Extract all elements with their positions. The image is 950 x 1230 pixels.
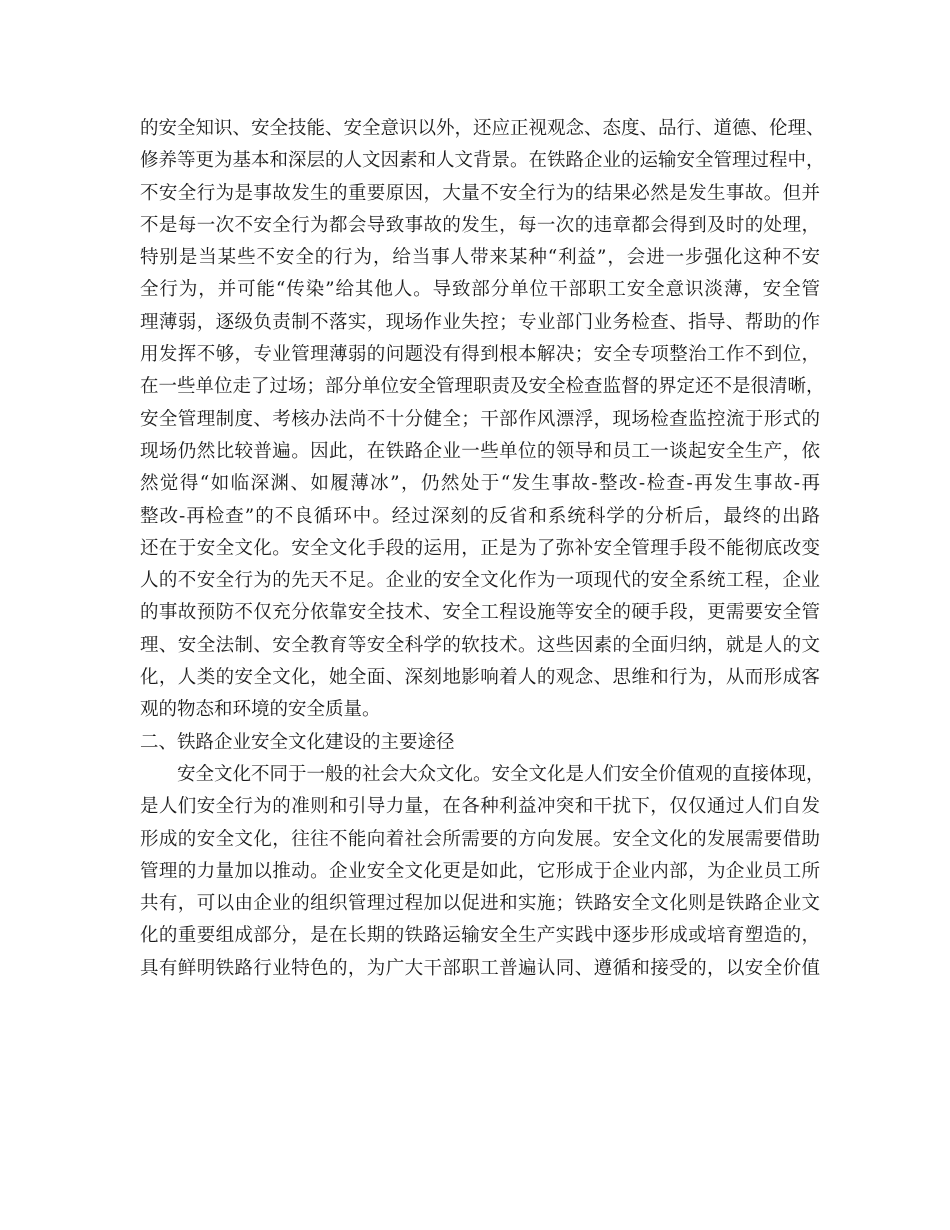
text-line: 观的物态和环境的安全质量。 [140,699,381,721]
document-body [140,113,825,985]
text-line: 的安全知识、安全技能、安全意识以外，还应正视观念、态度、品行、道德、伦理、 [140,118,825,139]
text-line: 形成的安全文化，往往不能向着社会所需要的方向发展。安全文化的发展需要借助 [140,828,820,850]
text-line: 安全管理制度、考核办法尚不十分健全；干部作风漂浮，现场检查监控流于形式的 [140,408,820,430]
text-line: 还在于安全文化。安全文化手段的运用，正是为了弥补安全管理手段不能彻底改变 [140,537,820,559]
text-line: 然觉得“如临深渊、如履薄冰”，仍然处于“发生事故-整改-检查-再发生事故-再 [140,473,820,495]
paragraph-safety-culture-analysis [140,113,825,727]
text-line: 理、安全法制、安全教育等安全科学的软技术。这些因素的全面归纳，就是人的文 [140,634,820,656]
paragraph-main-approaches [140,759,825,985]
text-line: 具有鲜明铁路行业特色的，为广大干部职工普遍认同、遵循和接受的，以安全价值 [140,957,820,979]
text-line: 安全文化不同于一般的社会大众文化。安全文化是人们安全价值观的直接体现， [177,763,825,785]
section-heading: 二、铁路企业安全文化建设的主要途径 [140,731,455,753]
text-line: 修养等更为基本和深层的人文因素和人文背景。在铁路企业的运输安全管理过程中， [140,150,825,172]
text-line: 现场仍然比较普遍。因此，在铁路企业一些单位的领导和员工一谈起安全生产，依 [140,440,820,462]
text-line: 是人们安全行为的准则和引导力量，在各种利益冲突和干扰下，仅仅通过人们自发 [140,796,820,818]
text-line: 特别是当某些不安全的行为，给当事人带来某种“利益”，会进一步强化这种不安 [140,247,820,269]
text-line: 化的重要组成部分，是在长期的铁路运输安全生产实践中逐步形成或培育塑造的， [140,925,820,947]
text-line: 人的不安全行为的先天不足。企业的安全文化作为一项现代的安全系统工程，企业 [140,570,820,592]
text-line: 不是每一次不安全行为都会导致事故的发生，每一次的违章都会得到及时的处理， [140,214,820,236]
text-line: 的事故预防不仅充分依靠安全技术、安全工程设施等安全的硬手段，更需要安全管 [140,602,820,624]
text-line: 共有，可以由企业的组织管理过程加以促进和实施；铁路安全文化则是铁路企业文 [140,893,820,915]
text-line: 不安全行为是事故发生的重要原因，大量不安全行为的结果必然是发生事故。但并 [140,182,820,204]
text-line: 理薄弱，逐级负责制不落实，现场作业失控；专业部门业务检查、指导、帮助的作 [140,311,820,333]
text-line: 用发挥不够，专业管理薄弱的问题没有得到根本解决；安全专项整治工作不到位， [140,344,820,366]
text-line: 化，人类的安全文化，她全面、深刻地影响着人的观念、思维和行为，从而形成客 [140,667,820,689]
text-line: 在一些单位走了过场；部分单位安全管理职责及安全检查监督的界定还不是很清晰， [140,376,825,398]
text-line: 管理的力量加以推动。企业安全文化更是如此，它形成于企业内部，为企业员工所 [140,860,820,882]
text-line: 全行为，并可能“传染”给其他人。导致部分单位干部职工安全意识淡薄，安全管 [140,279,820,301]
text-line: 整改-再检查”的不良循环中。经过深刻的反省和系统科学的分析后，最终的出路 [140,505,820,527]
